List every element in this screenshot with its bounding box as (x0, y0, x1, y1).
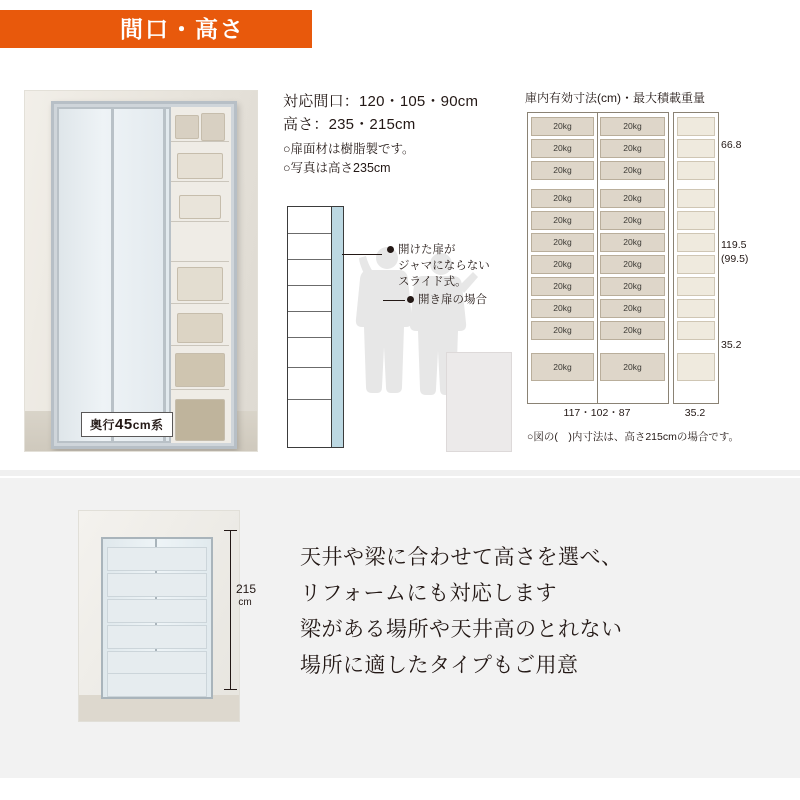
cabinet-sliding-door (57, 107, 171, 443)
bottom-description (300, 540, 770, 684)
load-cell: 20kg (600, 321, 665, 340)
cabinet-illustration (51, 101, 237, 449)
height-value: 215 (236, 582, 257, 596)
leader-line-2 (383, 300, 405, 301)
depth-badge (81, 412, 173, 437)
load-cell: 20kg (531, 139, 594, 158)
load-cell: 20kg (600, 233, 665, 252)
height-photo (78, 510, 240, 722)
load-cell: 20kg (531, 321, 594, 340)
bottom-text-line-4: 場所に適したタイプもご用意 (300, 654, 579, 677)
bottom-text-line-3: 梁がある場所や天井高のとれない (300, 618, 623, 641)
rack-wide (527, 112, 669, 404)
load-cell: 20kg (600, 277, 665, 296)
diagram-hinged-cabinet (446, 352, 512, 452)
load-cell: 20kg (531, 233, 594, 252)
product-photo (24, 90, 258, 452)
load-cell: 20kg (600, 161, 665, 180)
depth-badge-prefix: 奥行 (90, 418, 116, 432)
capacity-table-title: 庫内有効寸法(cm)・最大積載重量 (525, 91, 705, 105)
section-divider (0, 470, 800, 476)
load-cell: 20kg (600, 211, 665, 230)
rack-wide-right-column (597, 113, 668, 403)
load-cell: 20kg (531, 277, 594, 296)
load-cell: 20kg (600, 299, 665, 318)
load-cell: 20kg (600, 139, 665, 158)
diagram-cabinet (287, 206, 333, 448)
load-cell: 20kg (531, 161, 594, 180)
dim-mid-sub: (99.5) (721, 253, 749, 265)
load-cell: 20kg (531, 211, 594, 230)
dim-top: 66.8 (721, 139, 742, 151)
spec-line-photo-note: ○写真は高さ235cm (283, 161, 391, 175)
spec-text-block (283, 90, 508, 178)
depth-badge-value: 45 (115, 416, 133, 433)
page-header (0, 0, 800, 56)
spec-line-width: 対応間口：120・105・90cm (283, 93, 479, 110)
height-dimension-label (236, 582, 257, 610)
load-cell: 20kg (531, 189, 594, 208)
rack-wide-left-column (528, 113, 598, 403)
bottom-text-line-2: リフォームにも対応します (300, 582, 557, 605)
depth-badge-suffix: cm系 (132, 418, 164, 432)
load-cell: 20kg (600, 117, 665, 136)
cabinet-open-shelves (167, 107, 231, 443)
load-cell: 20kg (531, 299, 594, 318)
diagram-sliding-door (331, 206, 344, 448)
callout-bullet-icon (387, 246, 394, 253)
top-section (0, 62, 800, 467)
load-cell: 20kg (600, 189, 665, 208)
callout-sliding: 開けた扉が ジャマにならない スライド式。 (387, 242, 507, 290)
height-unit: cm (238, 597, 252, 608)
capacity-table (525, 90, 780, 443)
sliding-door-diagram (283, 192, 518, 460)
dim-width-wide: 117・102・87 (527, 406, 667, 420)
leader-line-1 (342, 254, 382, 255)
capacity-table-footnote: ○図の( )内寸法は、高さ215cmの場合です。 (527, 431, 740, 443)
load-cell: 20kg (600, 353, 665, 381)
load-cell: 20kg (600, 255, 665, 274)
page-title: 間口・高さ (120, 16, 245, 42)
rack-narrow (673, 112, 719, 404)
callout-bullet-icon-2 (407, 296, 414, 303)
load-cell: 20kg (531, 117, 594, 136)
dim-width-narrow: 35.2 (673, 406, 717, 420)
height-dimension (222, 530, 256, 690)
bottom-section (0, 478, 800, 778)
spec-line-material: ○扉面材は樹脂製です。 (283, 142, 415, 156)
height-photo-cabinet (101, 537, 213, 699)
bottom-text-line-1: 天井や梁に合わせて高さを選べ、 (300, 546, 623, 569)
dim-mid: 119.5 (721, 239, 747, 251)
load-cell: 20kg (531, 255, 594, 274)
dim-bottom: 35.2 (721, 339, 742, 351)
load-cell: 20kg (531, 353, 594, 381)
spec-line-height: 高さ：235・215cm (283, 116, 416, 133)
callout-hinged: 開き扉の場合 (407, 292, 517, 308)
